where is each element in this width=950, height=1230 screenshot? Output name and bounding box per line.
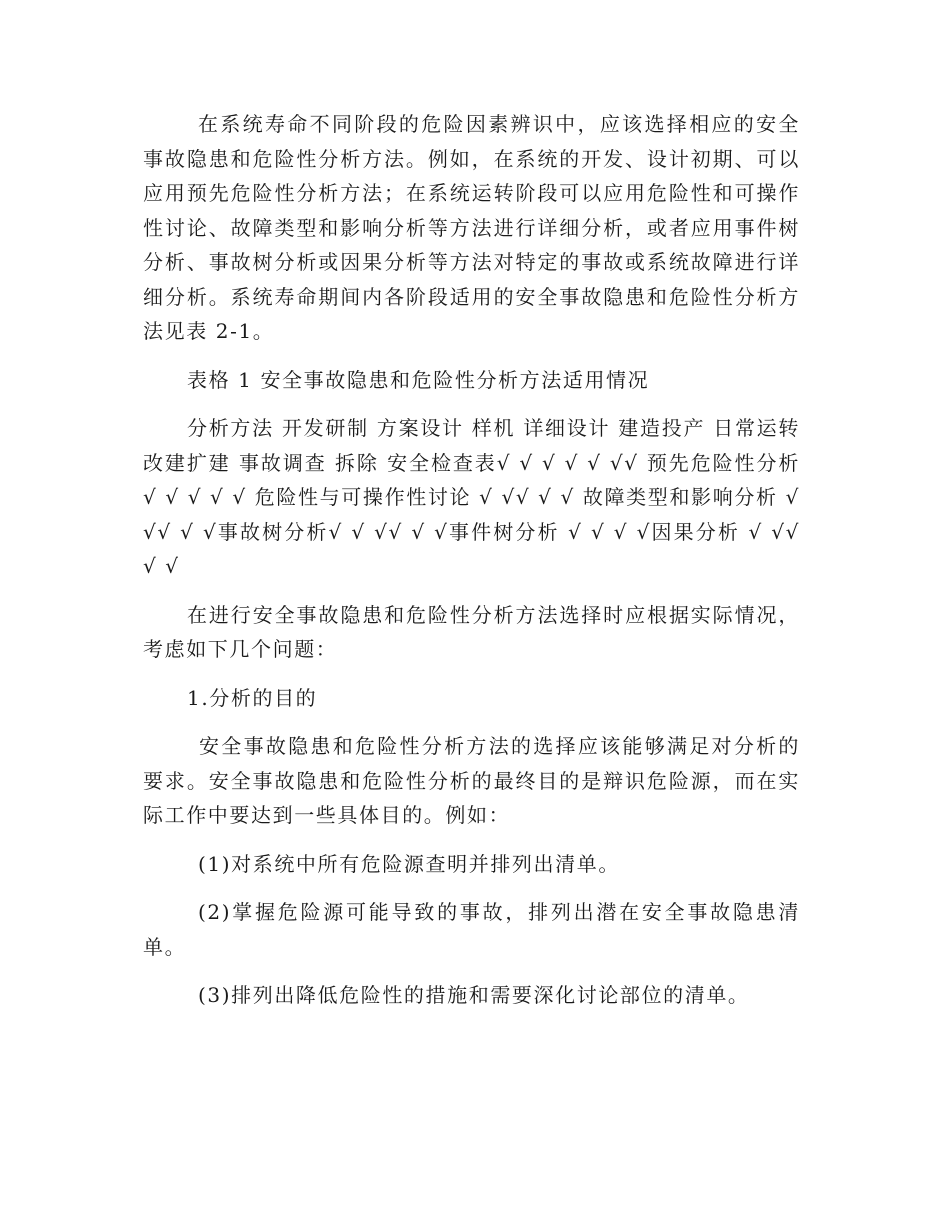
table-content: 分析方法 开发研制 方案设计 样机 详细设计 建造投产 日常运转 改建扩建 事故调查 拆除 安全检查表√ √ √ √ √ √√ 预先危险性分析 √ √ √ √ √ 危险性与可操作性讨论 √ √√ √ √ 故障类型和影响分析 √ √√ √ √事故树分析√ √ √√ √ √事件树分析 √ √ √ √因果分析 √ √√ √ √ <box>143 416 800 578</box>
purpose-paragraph: 安全事故隐患和危险性分析方法的选择应该能够满足对分析的要求。安全事故隐患和危险性分析的最终目的是辩识危险源，而在实际工作中要达到一些具体目的。例如： <box>143 734 800 827</box>
intro-paragraph: 在系统寿命不同阶段的危险因素辨识中，应该选择相应的安全事故隐患和危险性分析方法。例如，在系统的开发、设计初期、可以应用预先危险性分析方法；在系统运转阶段可以应用危险性和可操作性讨论、故障类型和影响分析等方法进行详细分析，或者应用事件树分析、事故树分析或因果分析等方法对特定的事故或系统故障进行详细分析。系统寿命期间内各阶段适用的安全事故隐患和危险性分析方法见表 2-1。 <box>143 112 800 343</box>
list-item: (3)排列出降低危险性的措施和需要深化讨论部位的清单。 <box>198 983 750 1007</box>
list-item: (2)掌握危险源可能导致的事故，排列出潜在安全事故隐患清单。 <box>143 900 800 959</box>
table-caption: 表格 1 安全事故隐患和危险性分析方法适用情况 <box>187 367 650 392</box>
section-heading: 1.分析的目的 <box>187 685 318 710</box>
consideration-paragraph: 在进行安全事故隐患和危险性分析方法选择时应根据实际情况，考虑如下几个问题： <box>143 602 800 661</box>
list-item: (1)对系统中所有危险源查明并排列出清单。 <box>198 851 620 876</box>
